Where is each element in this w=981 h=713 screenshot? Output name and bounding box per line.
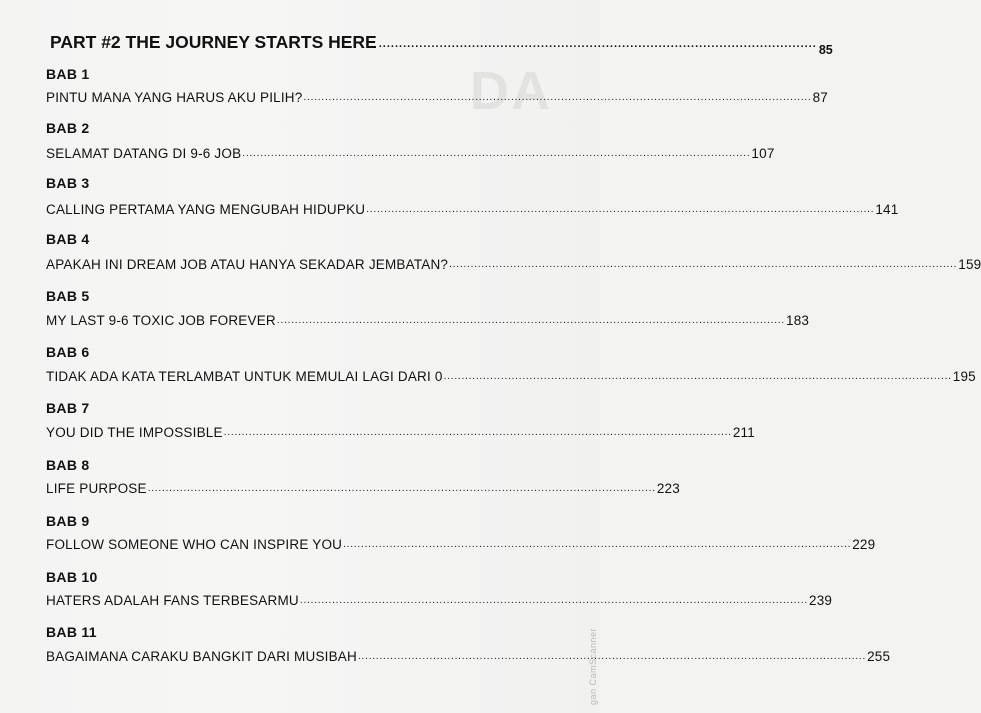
chapter-label: BAB 6: [46, 344, 90, 360]
leader-dots: ..............................................................................................................................................: [343, 539, 852, 550]
leader-dots: ..............................................................................................................................................: [223, 427, 732, 438]
leader-dots: ..............................................................................................................................................: [443, 371, 952, 382]
toc-entry[interactable]: [46, 90, 829, 105]
chapter-label: BAB 4: [46, 231, 90, 247]
chapter-page-number: 87: [812, 90, 829, 105]
leader-dots: ..............................................................................................................................................: [242, 148, 751, 159]
chapter-title: SELAMAT DATANG DI 9-6 JOB: [46, 146, 242, 161]
toc-entry[interactable]: [46, 369, 976, 384]
chapter-title: YOU DID THE IMPOSSIBLE: [46, 425, 223, 440]
part-page-number: 85: [818, 43, 833, 57]
chapter-title: CALLING PERTAMA YANG MENGUBAH HIDUPKU: [46, 202, 366, 217]
chapter-page-number: 195: [952, 369, 976, 384]
toc-entry[interactable]: [46, 649, 891, 664]
toc-entry[interactable]: [46, 313, 810, 328]
toc-entry[interactable]: [46, 481, 680, 496]
chapter-title: BAGAIMANA CARAKU BANGKIT DARI MUSIBAH: [46, 649, 357, 664]
chapter-page-number: 223: [656, 481, 680, 496]
show-through-text: DA: [470, 61, 552, 121]
leader-dots: ..............................................................................................................................................: [357, 651, 867, 662]
toc-entry[interactable]: [46, 202, 899, 217]
part-heading: [50, 32, 833, 57]
chapter-title: PINTU MANA YANG HARUS AKU PILIH?: [46, 90, 303, 105]
toc-entry[interactable]: [46, 593, 833, 608]
chapter-label: BAB 11: [46, 624, 97, 640]
leader-dots: ..............................................................................................................................................: [299, 595, 808, 606]
chapter-label: BAB 8: [46, 457, 90, 473]
chapter-title: TIDAK ADA KATA TERLAMBAT UNTUK MEMULAI LAGI DARI 0: [46, 369, 443, 384]
chapter-page-number: 255: [867, 649, 891, 664]
leader-dots: ..............................................................................................................................................: [147, 483, 656, 494]
chapter-title: MY LAST 9-6 TOXIC JOB FOREVER: [46, 313, 276, 328]
chapter-label: BAB 1: [46, 66, 90, 82]
chapter-title: HATERS ADALAH FANS TERBESARMU: [46, 593, 299, 608]
chapter-page-number: 141: [875, 202, 899, 217]
leader-dots: ..............................................................................................................................................: [276, 315, 785, 326]
leader-dots: ..............................................................................................................................................: [449, 259, 958, 270]
chapter-page-number: 211: [732, 425, 755, 440]
chapter-label: BAB 5: [46, 288, 90, 304]
part-title: PART #2 THE JOURNEY STARTS HERE: [50, 32, 377, 52]
chapter-page-number: 183: [786, 313, 810, 328]
toc-entry[interactable]: [46, 537, 876, 552]
leader-dots: ............................................................................................................: [378, 38, 817, 50]
leader-dots: ..............................................................................................................................................: [366, 204, 875, 215]
chapter-page-number: 107: [751, 146, 775, 161]
toc-entry[interactable]: [46, 146, 775, 161]
toc-entry[interactable]: [46, 257, 981, 272]
chapter-page-number: 229: [852, 537, 876, 552]
leader-dots: ..............................................................................................................................................: [303, 92, 812, 103]
chapter-title: FOLLOW SOMEONE WHO CAN INSPIRE YOU: [46, 537, 343, 552]
chapter-label: BAB 3: [46, 175, 90, 191]
chapter-page-number: 159: [958, 257, 981, 272]
chapter-title: LIFE PURPOSE: [46, 481, 147, 496]
toc-entry[interactable]: [46, 425, 755, 440]
chapter-label: BAB 10: [46, 569, 98, 585]
chapter-title: APAKAH INI DREAM JOB ATAU HANYA SEKADAR JEMBATAN?: [46, 257, 449, 272]
chapter-label: BAB 7: [46, 400, 90, 416]
chapter-label: BAB 2: [46, 120, 90, 136]
chapter-label: BAB 9: [46, 513, 90, 529]
scanner-watermark: gan CamScanner: [588, 627, 598, 705]
chapter-page-number: 239: [809, 593, 833, 608]
